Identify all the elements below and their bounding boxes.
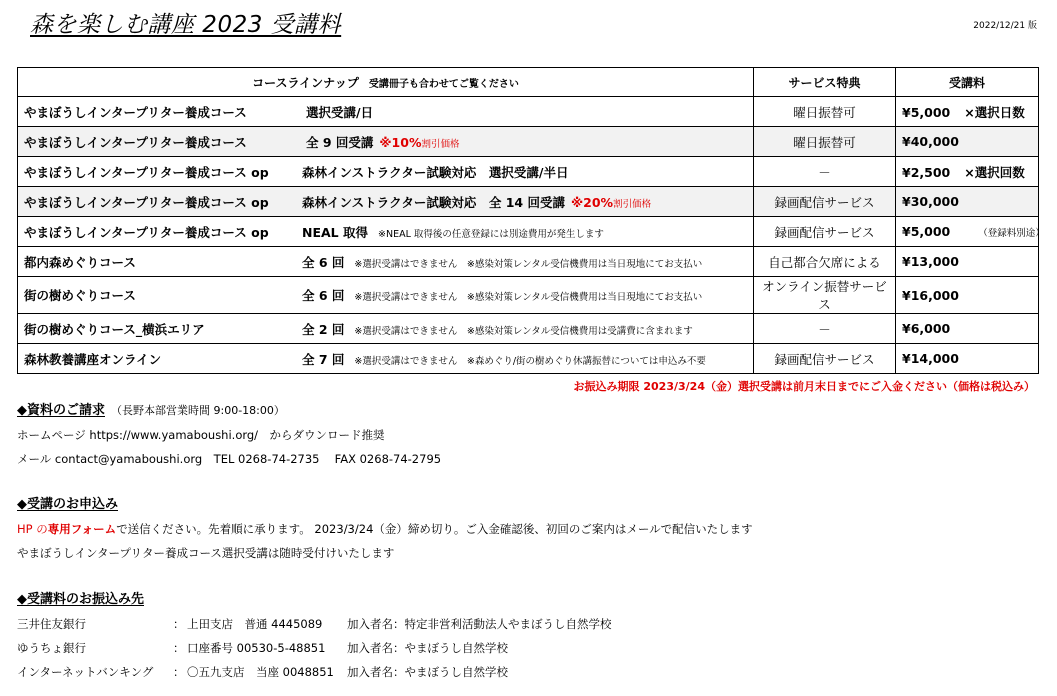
course-option: 森林インストラクター試験対応 選択受講/半日	[302, 164, 569, 180]
price-value: ¥14,000	[902, 351, 959, 366]
header-service: サービス特典	[754, 68, 896, 97]
price-cell	[896, 277, 1039, 314]
header-fee: 受講料	[896, 68, 1039, 97]
discount-note: 割引価格	[421, 138, 460, 150]
request-hours: （長野本部営業時間 9:00-18:00）	[111, 404, 285, 417]
price-note: （登録料別途）	[978, 228, 1045, 239]
course-option: 全 9 回受講	[306, 134, 374, 150]
course-option: 森林インストラクター試験対応 全 14 回受講	[302, 194, 565, 210]
service-cell: －	[754, 314, 896, 344]
apply-section	[17, 493, 753, 565]
course-cell	[18, 217, 754, 247]
price-value: ¥40,000	[902, 134, 959, 149]
price-cell	[896, 217, 1045, 247]
price-cell	[896, 344, 1039, 374]
header-lineup-note: 受講冊子も合わせてご覧ください	[368, 78, 519, 90]
bank-heading: ◆受講料のお振込み先	[17, 592, 144, 607]
table-row	[18, 277, 1039, 314]
bank-name: 三井住友銀行	[17, 617, 86, 631]
apply-hp: HP の	[17, 522, 48, 536]
service-cell: オンライン振替サービス	[754, 277, 896, 314]
bank-colon: ：	[173, 617, 185, 631]
service-cell: 録画配信サービス	[754, 187, 896, 217]
price-value: ¥5,000	[902, 104, 951, 120]
price-multiplier: ×選択回数	[964, 164, 1025, 180]
course-cell	[18, 344, 754, 374]
bank-row	[17, 612, 612, 636]
bank-holder: 加入者名：やまぼうし自然学校	[347, 641, 508, 655]
course-cell	[18, 247, 754, 277]
bank-section	[17, 588, 612, 684]
table-row	[18, 247, 1039, 277]
discount-rate: ※20%	[570, 194, 614, 210]
bank-holder: 加入者名：やまぼうし自然学校	[347, 665, 508, 679]
price-multiplier: ×選択日数	[964, 104, 1025, 120]
apply-heading: ◆受講のお申込み	[17, 497, 118, 512]
course-name: やまぼうしインタープリター養成コース op	[24, 224, 269, 240]
price-cell	[896, 97, 1039, 127]
table-row	[18, 157, 1039, 187]
course-lineup-table	[17, 67, 1045, 374]
price-cell	[896, 127, 1039, 157]
service-cell: －	[754, 157, 896, 187]
payment-deadline: お振込み期限 2023/3/24（金）選択受講は前月末日までにご入金ください（価格は税込み）	[573, 380, 1035, 393]
course-cell	[18, 187, 754, 217]
bank-colon: ：	[173, 665, 185, 679]
course-cell	[18, 157, 754, 187]
discount-note: 割引価格	[613, 198, 652, 210]
table-row	[18, 217, 1039, 247]
bank-holder: 加入者名：特定非営利活動法人やまぼうし自然学校	[347, 617, 612, 631]
bank-name: ゆうちょ銀行	[17, 641, 86, 655]
course-note: ※選択受講はできません ※森めぐり/街の樹めぐり休講振替については申込み不要	[354, 355, 706, 367]
course-note: ※NEAL 取得後の任意登録には別途費用が発生します	[378, 228, 604, 240]
request-section	[17, 398, 441, 471]
bank-account: 口座番号 00530-5-48851	[187, 641, 326, 655]
price-cell	[896, 187, 1039, 217]
request-heading: ◆資料のご請求	[17, 403, 105, 418]
course-name: やまぼうしインタープリター養成コース op	[24, 194, 269, 210]
edition-date: 2022/12/21 版	[973, 21, 1037, 31]
course-option: NEAL 取得	[302, 224, 368, 240]
course-name: やまぼうしインタープリター養成コース	[24, 104, 247, 120]
bank-row	[17, 636, 612, 660]
course-cell	[18, 314, 754, 344]
service-cell: 自己都合欠席による	[754, 247, 896, 277]
course-note: ※選択受講はできません ※感染対策レンタル受信機費用は当日現地にてお支払い	[354, 258, 703, 270]
course-option: 全 2 回	[302, 321, 345, 337]
course-option: 全 7 回	[302, 351, 345, 367]
request-homepage-line: ホームページ https://www.yamaboushi.org/ からダウンロード推奨	[17, 428, 385, 442]
service-cell: 曜日振替可	[754, 127, 896, 157]
price-value: ¥6,000	[902, 321, 951, 336]
price-value: ¥5,000	[902, 224, 951, 239]
price-cell	[896, 157, 1039, 187]
price-cell	[896, 314, 1039, 344]
table-row	[18, 127, 1039, 157]
course-name: やまぼうしインタープリター養成コース	[24, 134, 247, 150]
course-option: 全 6 回	[302, 288, 345, 303]
bank-row	[17, 660, 612, 684]
apply-line2: やまぼうしインタープリター養成コース選択受講は随時受付けいたします	[17, 546, 395, 560]
course-cell	[18, 127, 754, 157]
table-row	[18, 187, 1039, 217]
course-name: 街の樹めぐりコース_横浜エリア	[24, 321, 205, 337]
price-value: ¥30,000	[902, 194, 959, 209]
course-note: ※選択受講はできません ※感染対策レンタル受信機費用は受講費に含まれます	[354, 325, 693, 337]
header-lineup: コースラインナップ 受講冊子も合わせてご覧ください	[18, 68, 754, 97]
apply-instructions: で送信ください。先着順に承ります。 2023/3/24（金）締め切り。ご入金確認後、初回のご案内はメールで配信いたします	[116, 522, 753, 536]
bank-account: 上田支店 普通 4445089	[187, 617, 323, 631]
course-name: 都内森めぐりコース	[24, 254, 136, 270]
bank-colon: ：	[173, 641, 185, 655]
course-option: 全 6 回	[302, 254, 345, 270]
price-cell	[896, 247, 1039, 277]
price-value: ¥2,500	[902, 164, 951, 180]
discount-rate: ※10%	[379, 134, 422, 150]
table-row	[18, 314, 1039, 344]
price-value: ¥16,000	[902, 287, 959, 303]
bank-name: インターネットバンキング	[17, 665, 154, 679]
course-option: 選択受講/日	[306, 104, 374, 120]
service-cell: 録画配信サービス	[754, 217, 896, 247]
course-name: 森林教養講座オンライン	[24, 351, 162, 367]
table-row	[18, 97, 1039, 127]
course-cell	[18, 277, 754, 314]
table-header-row	[18, 68, 1039, 97]
price-value: ¥13,000	[902, 254, 959, 269]
bank-account: 〇五九支店 当座 0048851	[187, 665, 334, 679]
page-title: 森を楽しむ講座 2023 受講料	[30, 12, 342, 38]
course-note: ※選択受講はできません ※感染対策レンタル受信機費用は当日現地にてお支払い	[354, 292, 703, 303]
service-cell: 録画配信サービス	[754, 344, 896, 374]
course-name: 街の樹めぐりコース	[24, 288, 136, 303]
request-contact-line: メール contact@yamaboushi.org TEL 0268-74-2735 FAX 0268-74-2795	[17, 452, 442, 466]
service-cell: 曜日振替可	[754, 97, 896, 127]
course-name: やまぼうしインタープリター養成コース op	[24, 164, 269, 180]
apply-form-link[interactable]: 専用フォーム	[47, 522, 117, 536]
table-row	[18, 344, 1039, 374]
apply-line1	[17, 517, 753, 541]
course-cell	[18, 97, 754, 127]
